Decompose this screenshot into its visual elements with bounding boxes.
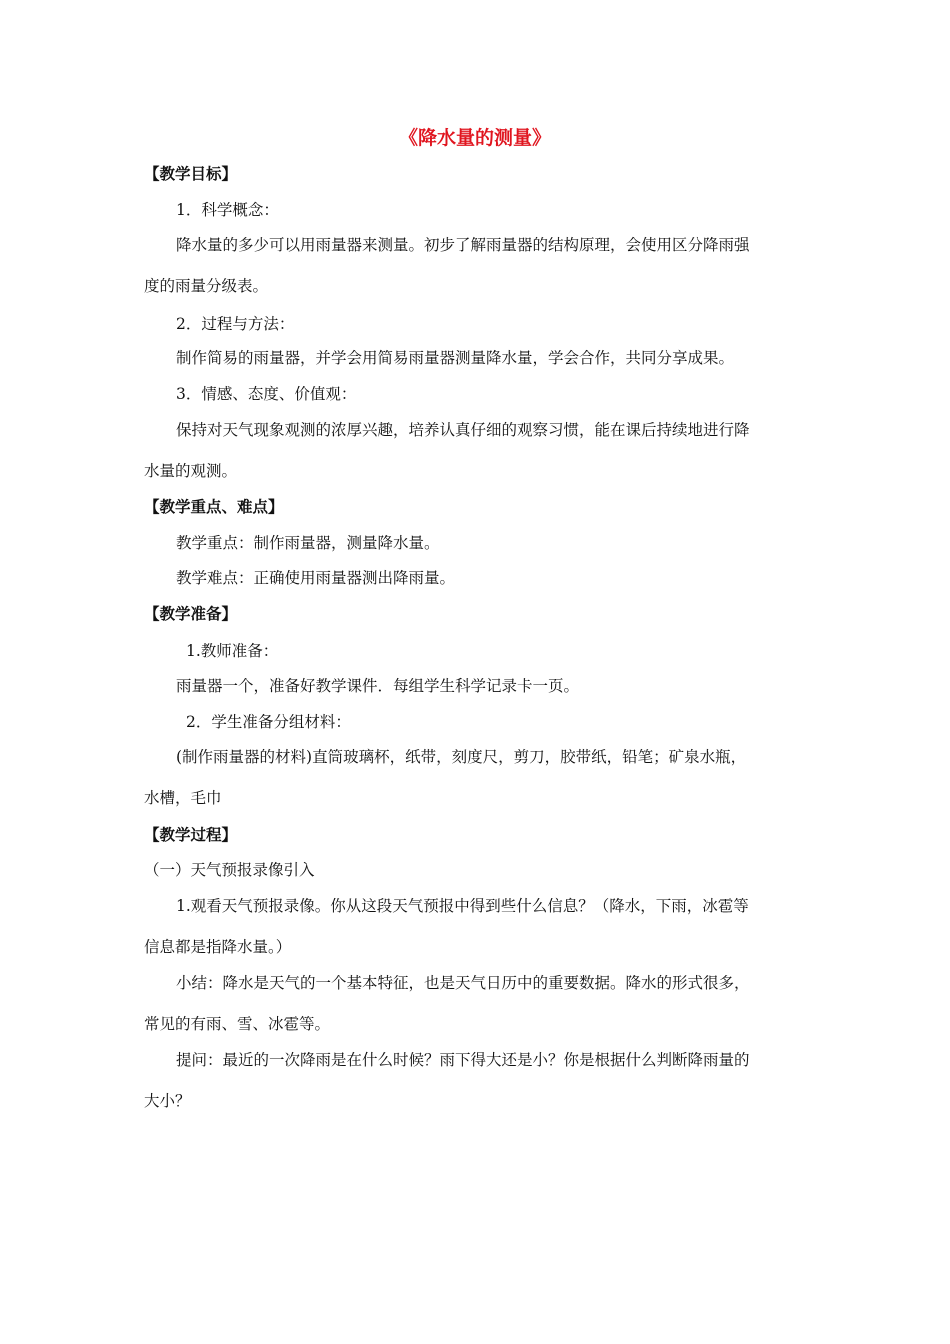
objective-3-title: 3．情感、态度、价值观：: [176, 385, 357, 403]
objective-3-text-line1: 保持对天气现象观测的浓厚兴趣，培养认真仔细的观察习惯，能在课后持续地进行降: [176, 421, 750, 439]
difficulty-text: 教学难点：正确使用雨量器测出降雨量。: [176, 569, 456, 587]
student-prep-text-line2: 水槽，毛巾: [144, 789, 222, 807]
teacher-prep-title: 1.教师准备：: [186, 642, 279, 660]
process-heading: 【教学过程】: [144, 825, 238, 844]
key-point-text: 教学重点：制作雨量器，测量降水量。: [176, 534, 440, 552]
student-prep-text-line1: (制作雨量器的材料)直筒玻璃杯，纸带，刻度尺，剪刀，胶带纸，铅笔；矿泉水瓶，: [176, 748, 747, 766]
process-q1-line1: 1.观看天气预报录像。你从这段天气预报中得到些什么信息？（降水，下雨，冰雹等: [176, 897, 749, 915]
teacher-prep-text: 雨量器一个，准备好教学课件．每组学生科学记录卡一页。: [176, 677, 580, 695]
preparation-heading: 【教学准备】: [144, 604, 238, 623]
process-question-line2: 大小？: [144, 1092, 191, 1110]
objective-3-text-line2: 水量的观测。: [144, 462, 238, 480]
objective-1-text-line1: 降水量的多少可以用雨量器来测量。初步了解雨量器的结构原理，会使用区分降雨强: [176, 236, 750, 254]
objective-1-text-line2: 度的雨量分级表。: [144, 277, 269, 295]
objectives-heading: 【教学目标】: [144, 164, 238, 183]
document-title: 《降水量的测量》: [398, 127, 551, 149]
objective-1-title: 1．科学概念：: [176, 201, 279, 219]
student-prep-title: 2．学生准备分组材料：: [186, 713, 351, 731]
process-summary-line2: 常见的有雨、雪、冰雹等。: [144, 1015, 331, 1033]
objective-2-text: 制作简易的雨量器，并学会用简易雨量器测量降水量，学会合作，共同分享成果。: [176, 349, 735, 367]
objective-2-title: 2．过程与方法：: [176, 315, 295, 333]
key-points-heading: 【教学重点、难点】: [144, 497, 284, 516]
process-q1-line2: 信息都是指降水量。）: [144, 938, 292, 956]
process-section-1: （一）天气预报录像引入: [144, 861, 315, 879]
process-question-line1: 提问：最近的一次降雨是在什么时候？雨下得大还是小？你是根据什么判断降雨量的: [176, 1051, 750, 1069]
process-summary-line1: 小结：降水是天气的一个基本特征，也是天气日历中的重要数据。降水的形式很多，: [176, 974, 750, 992]
